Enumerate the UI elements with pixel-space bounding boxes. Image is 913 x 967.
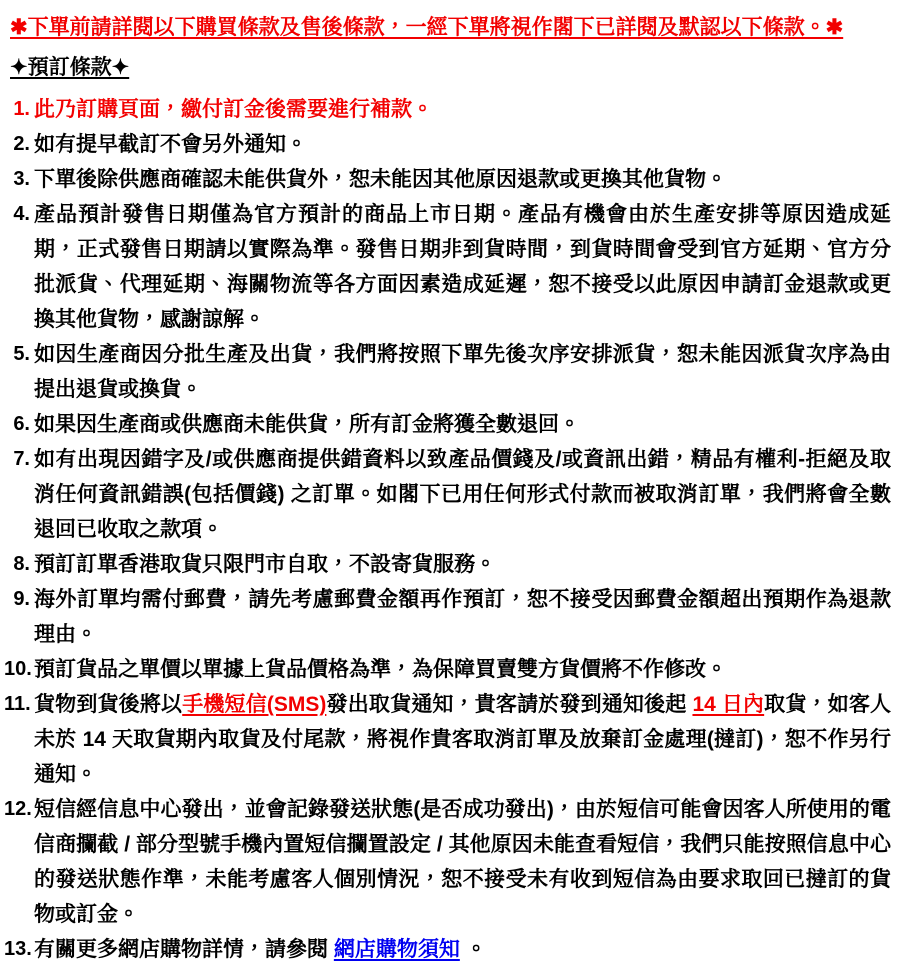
term-number: 2. xyxy=(13,133,30,155)
term-item-8 xyxy=(4,547,891,582)
term-item-12 xyxy=(4,792,891,932)
term-text xyxy=(34,133,307,156)
term-number: 4. xyxy=(13,203,30,225)
term-segment: 取貨，如客人未於 14 天取貨期內取貨及付尾款，將視作貴客取消訂單及放棄訂金處理(撻訂)，恕不作另行通知。 xyxy=(34,693,892,786)
shop-guide-link[interactable]: 網店購物須知 xyxy=(333,938,460,961)
term-segment: 產品預計發售日期僅為官方預計的商品上市日期。產品有機會由於生產安排等原因造成延期，正式發售日期請以實際為準。發售日期非到貨時間，到貨時間會受到官方延期、官方分批派貨、代理延期、海關物流等各方面因素造成延遲，恕不接受以此原因申請訂金退款或更換其他貨物，感謝諒解。 xyxy=(34,203,891,331)
term-item-7 xyxy=(4,442,891,547)
highlighted-term: 手機短信(SMS) xyxy=(182,693,327,716)
term-item-5 xyxy=(4,337,891,407)
term-number: 11. xyxy=(4,693,31,715)
term-item-4 xyxy=(4,197,891,337)
term-number: 12. xyxy=(4,798,32,820)
term-segment: 發出取貨通知，貴客請於發到通知後起 xyxy=(326,693,693,716)
term-segment: 如有出現因錯字及/或供應商提供錯資料以致產品價錢及/或資訊出錯，精品有權利-拒絕及取消任何資訊錯誤(包括價錢) 之訂單。如閣下已用任何形式付款而被取消訂單，我們將會全數退回已收取之款項。 xyxy=(34,448,891,541)
term-segment: 如因生產商因分批生產及出貨，我們將按照下單先後次序安排派貨，恕未能因派貨次序為由提出退貨或換貨。 xyxy=(34,343,891,401)
term-item-2 xyxy=(4,127,891,162)
term-item-6 xyxy=(4,407,891,442)
notice-banner: ✱下單前請詳閱以下購買條款及售後條款，一經下單將視作閣下已詳閱及默認以下條款。✱ xyxy=(10,16,844,39)
term-segment: 如有提早截訂不會另外通知。 xyxy=(34,133,307,156)
term-segment: 海外訂單均需付郵費，請先考慮郵費金額再作預訂，恕不接受因郵費金額超出預期作為退款理由。 xyxy=(34,588,891,646)
term-number: 6. xyxy=(13,413,30,435)
highlighted-term: 14 日內 xyxy=(692,693,765,716)
term-number: 13. xyxy=(4,938,32,960)
term-item-3 xyxy=(4,162,891,197)
term-item-10 xyxy=(4,652,891,687)
term-segment: 短信經信息中心發出，並會記錄發送狀態(是否成功發出)，由於短信可能會因客人所使用的電信商攔截 / 部分型號手機內置短信攔置設定 / 其他原因未能查看短信，我們只能按照信息中心的發送狀態作準，未能考慮客人個別情況，恕不接受未有收到短信為由要求取回已撻訂的貨物或訂金。 xyxy=(34,798,891,926)
term-number: 1. xyxy=(13,98,30,120)
term-item-11 xyxy=(4,687,891,792)
term-text xyxy=(34,448,891,541)
term-segment: 貨物到貨後將以 xyxy=(34,693,183,716)
term-segment: 。 xyxy=(459,938,487,961)
term-number: 7. xyxy=(13,448,30,470)
term-text xyxy=(34,588,891,646)
term-text xyxy=(34,203,891,331)
term-segment: 預訂訂單香港取貨只限門市自取，不設寄貨服務。 xyxy=(34,553,496,576)
term-text xyxy=(34,553,496,576)
term-text xyxy=(34,798,891,926)
term-text xyxy=(34,693,891,786)
term-segment: 如果因生產商或供應商未能供貨，所有訂金將獲全數退回。 xyxy=(34,413,580,436)
term-text xyxy=(34,413,580,436)
term-text xyxy=(34,343,891,401)
term-number: 9. xyxy=(13,588,30,610)
term-segment: 下單後除供應商確認未能供貨外，恕未能因其他原因退款或更換其他貨物。 xyxy=(34,168,727,191)
section-title: ✦預訂條款✦ xyxy=(10,56,130,79)
term-number: 10. xyxy=(4,658,32,680)
term-item-1 xyxy=(4,92,891,127)
term-text xyxy=(34,658,727,681)
term-item-9 xyxy=(4,582,891,652)
term-number: 8. xyxy=(13,553,30,575)
term-segment: 預訂貨品之單價以單據上貨品價格為準，為保障買賣雙方貨價將不作修改。 xyxy=(34,658,727,681)
term-text xyxy=(34,168,727,191)
term-number: 5. xyxy=(13,343,30,365)
term-item-13 xyxy=(4,932,891,967)
term-text xyxy=(34,98,433,121)
term-segment: 有關更多網店購物詳情，請參閱 xyxy=(34,938,334,961)
term-number: 3. xyxy=(13,168,30,190)
term-segment: 此乃訂購頁面，繳付訂金後需要進行補款。 xyxy=(34,98,433,121)
term-text xyxy=(34,938,487,961)
terms-list xyxy=(4,92,891,967)
